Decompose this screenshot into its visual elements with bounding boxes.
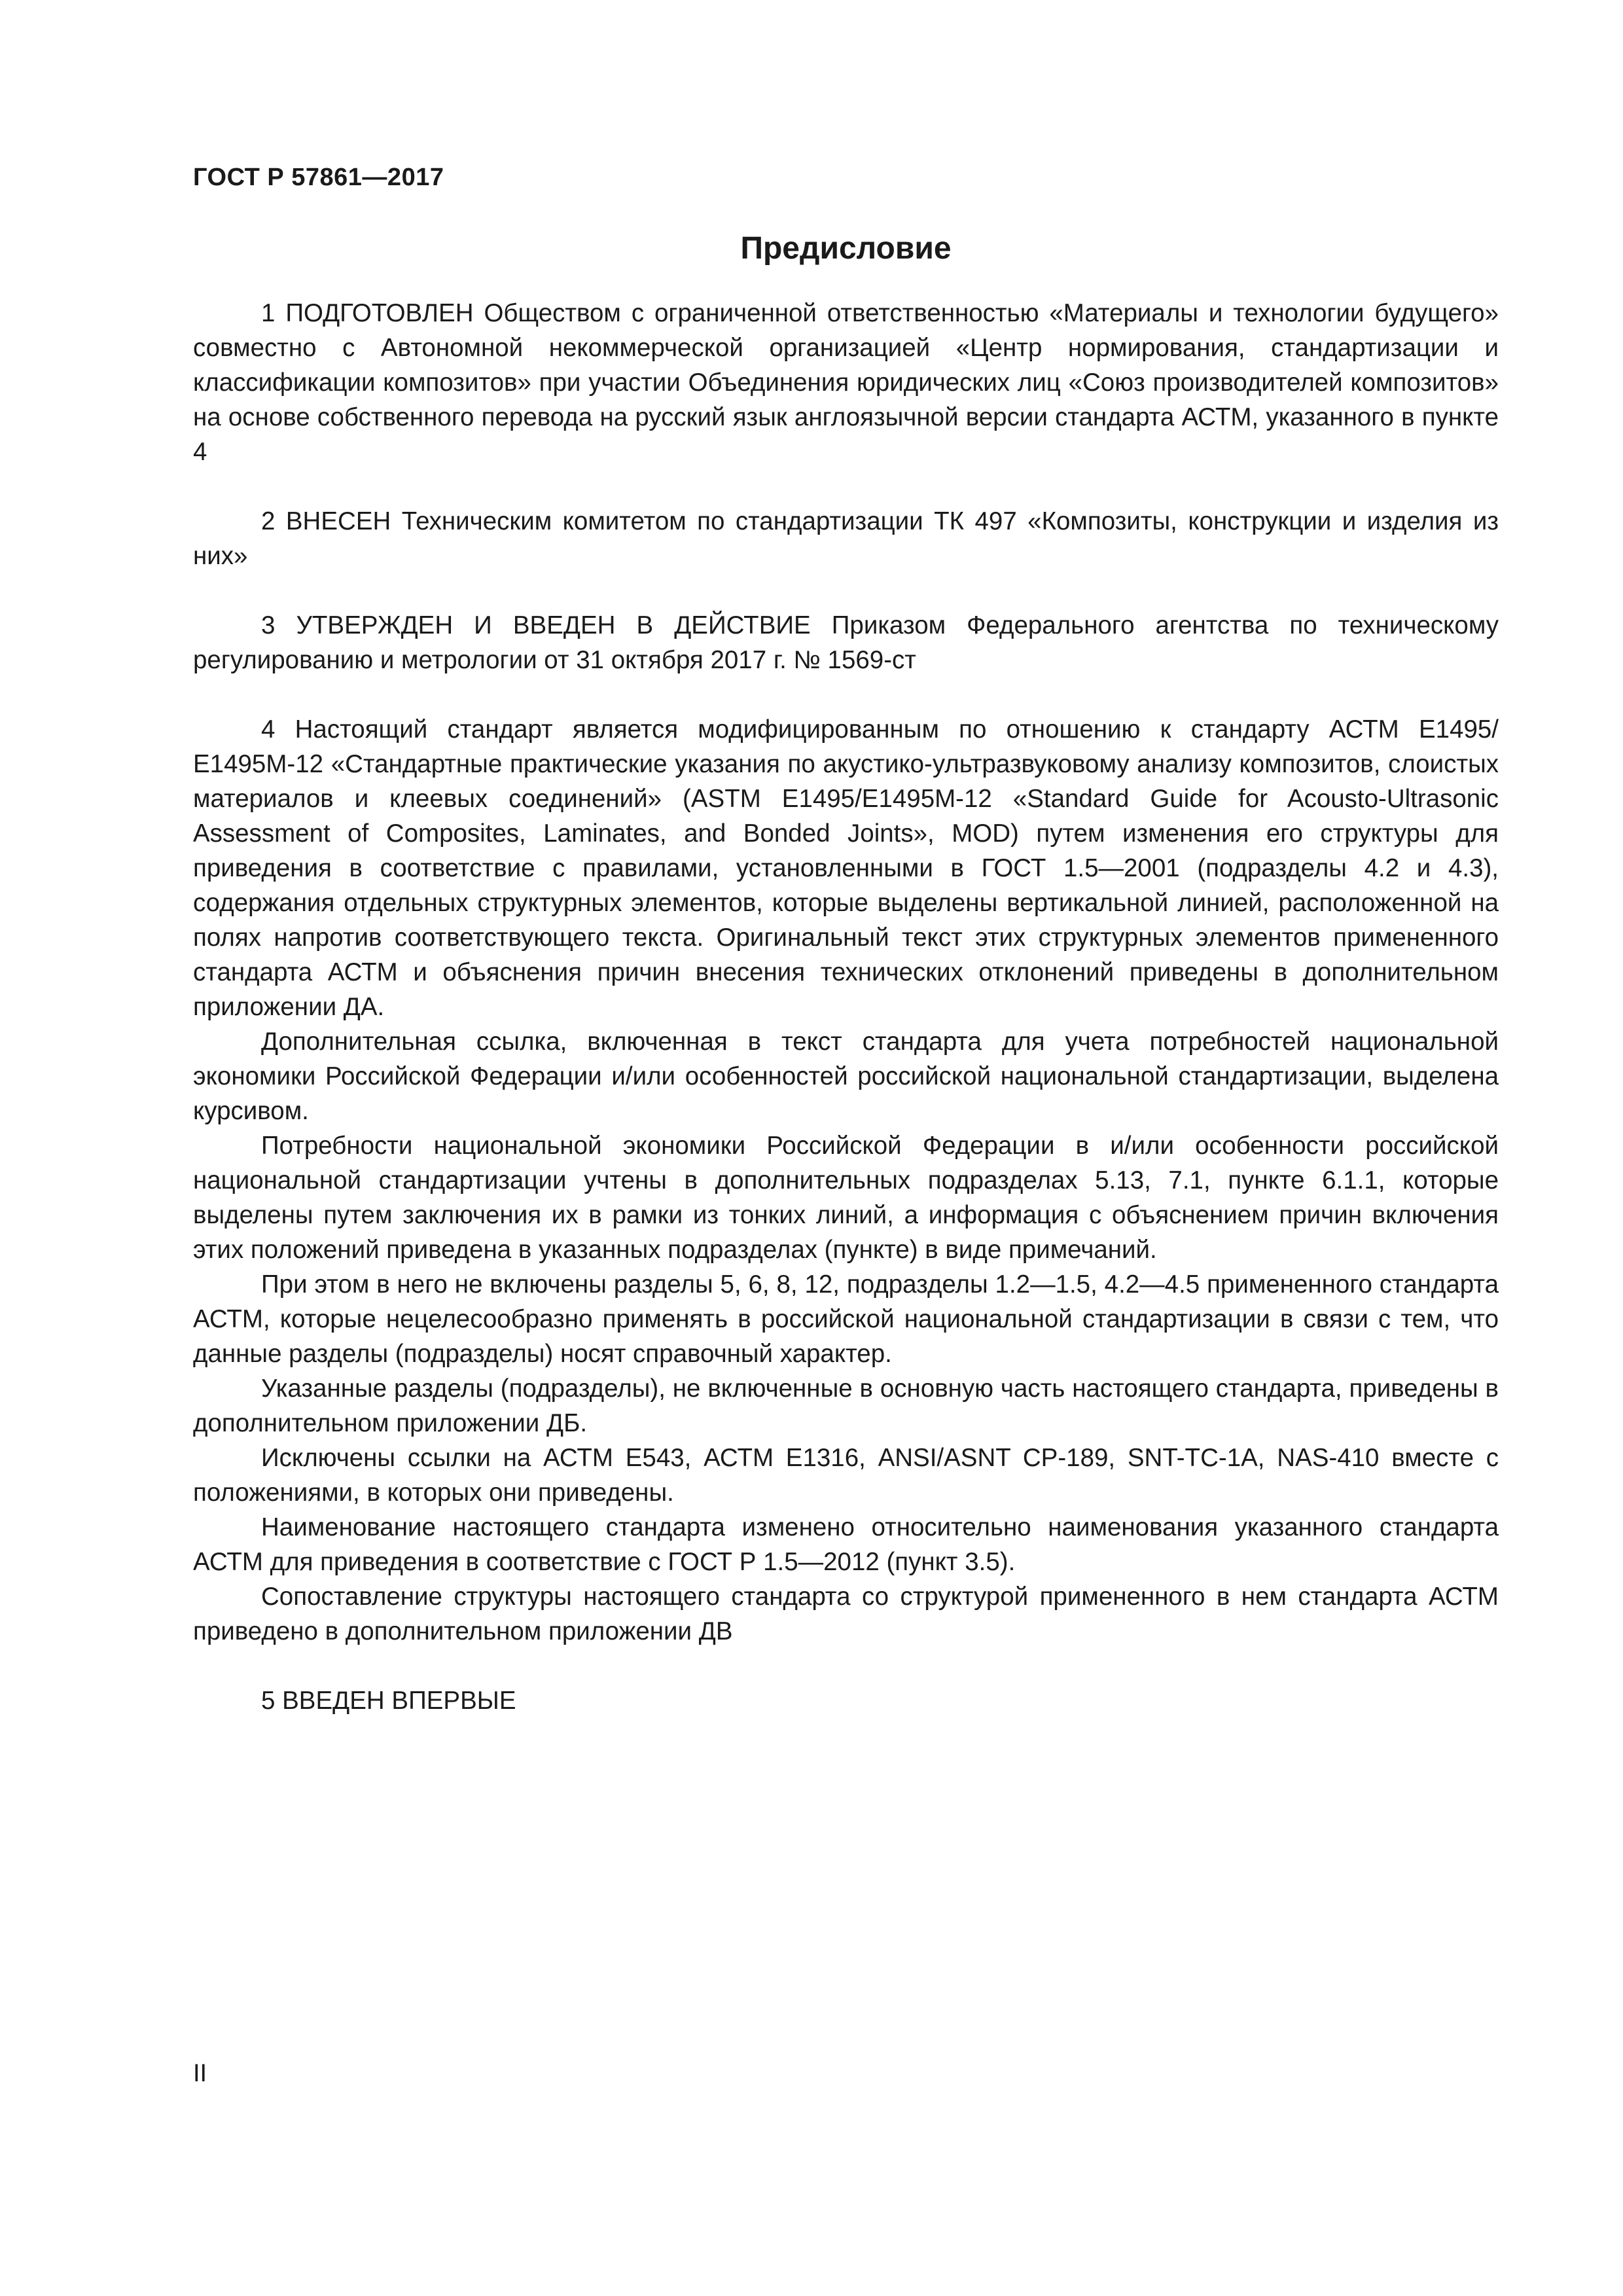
paragraph-first-introduced: 5 ВВЕДЕН ВПЕРВЫЕ (261, 1687, 516, 1715)
paragraph-approved: 3 УТВЕРЖДЕН И ВВЕДЕН В ДЕЙСТВИЕ Приказом Федерального агентства по техническому регулированию и метрологии от 31 октября 2017 г. № 1569-ст (193, 611, 1499, 674)
paragraph-additional-reference: Дополнительная ссылка, включенная в текст стандарта для учета потребностей национальной экономики Российской Федерации и/или особенностей российской национальной стандартизации, выделена курсивом. (193, 1028, 1499, 1125)
page-title: Предисловие (740, 231, 952, 266)
document-code: ГОСТ Р 57861—2017 (193, 164, 444, 191)
paragraph-structure-comparison: Сопоставление структуры настоящего стандарта со структурой примененного в нем стандарта АСТМ приведено в дополнительном приложении ДВ (193, 1583, 1499, 1645)
paragraph-title-changed: Наименование настоящего стандарта изменено относительно наименования указанного стандарта АСТМ для приведения в соответствие с ГОСТ Р 1.5—2012 (пункт 3.5). (193, 1513, 1499, 1576)
paragraph-modification: 4 Настоящий стандарт является модифицированным по отношению к стандарту АСТМ Е1495/Е1495М-12 «Стандартные практические указания по акустико-ультразвуковому анализу композитов, слоистых материалов и клеевых соединений» (ASTM E1495/E1495M-12 «Standard Guide for Acousto-Ultrasonic Assessment of Composites, Laminates, and Bonded Joints», MOD) путем изменения его структуры для приведения в соответствие с правилами, установленными в ГОСТ 1.5—2001 (подразделы 4.2 и 4.3), содержания отдельных структурных элементов, которые выделены вертикальной линией, расположенной на полях напротив соответствующего текста. Оригинальный текст этих структурных элементов примененного стандарта АСТМ и объяснения причин внесения технических отклонений приведены в дополнительном приложении ДА. (193, 715, 1499, 1021)
paragraph-prepared-by: 1 ПОДГОТОВЛЕН Обществом с ограниченной ответственностью «Материалы и технологии будущего» совместно с Автономной некоммерческой организацией «Центр нормирования, стандартизации и классификации композитов» при участии Объединения юридических лиц «Союз производителей композитов» на основе собственного перевода на русский язык англоязычной версии стандарта АСТМ, указанного в пункте 4 (193, 299, 1499, 466)
paragraph-excluded-sections: При этом в него не включены разделы 5, 6, 8, 12, подразделы 1.2—1.5, 4.2—4.5 примененного стандарта АСТМ, которые нецелесообразно применять в российской национальной стандартизации в связи с тем, что данные разделы (подразделы) носят справочный характер. (193, 1270, 1499, 1368)
paragraph-excluded-references: Исключены ссылки на АСТМ Е543, АСТМ Е1316, ANSI/ASNT CP-189, SNT-TC-1A, NAS-410 вместе с положениями, в которых они приведены. (193, 1444, 1499, 1507)
paragraph-national-needs: Потребности национальной экономики Российской Федерации в и/или особенности российской национальной стандартизации учтены в дополнительных подразделах 5.13, 7.1, пункте 6.1.1, которые выделены путем заключения их в рамки из тонких линий, а информация с объяснением причин включения этих положений приведена в указанных подразделах (пункте) в виде примечаний. (193, 1132, 1499, 1264)
page-number: II (193, 2060, 207, 2087)
paragraph-appendix-db: Указанные разделы (подразделы), не включенные в основную часть настоящего стандарта, приведены в дополнительном приложении ДБ. (193, 1374, 1499, 1437)
paragraph-introduced-by: 2 ВНЕСЕН Техническим комитетом по стандартизации ТК 497 «Композиты, конструкции и изделия из них» (193, 507, 1499, 570)
document-body (193, 296, 1499, 1718)
